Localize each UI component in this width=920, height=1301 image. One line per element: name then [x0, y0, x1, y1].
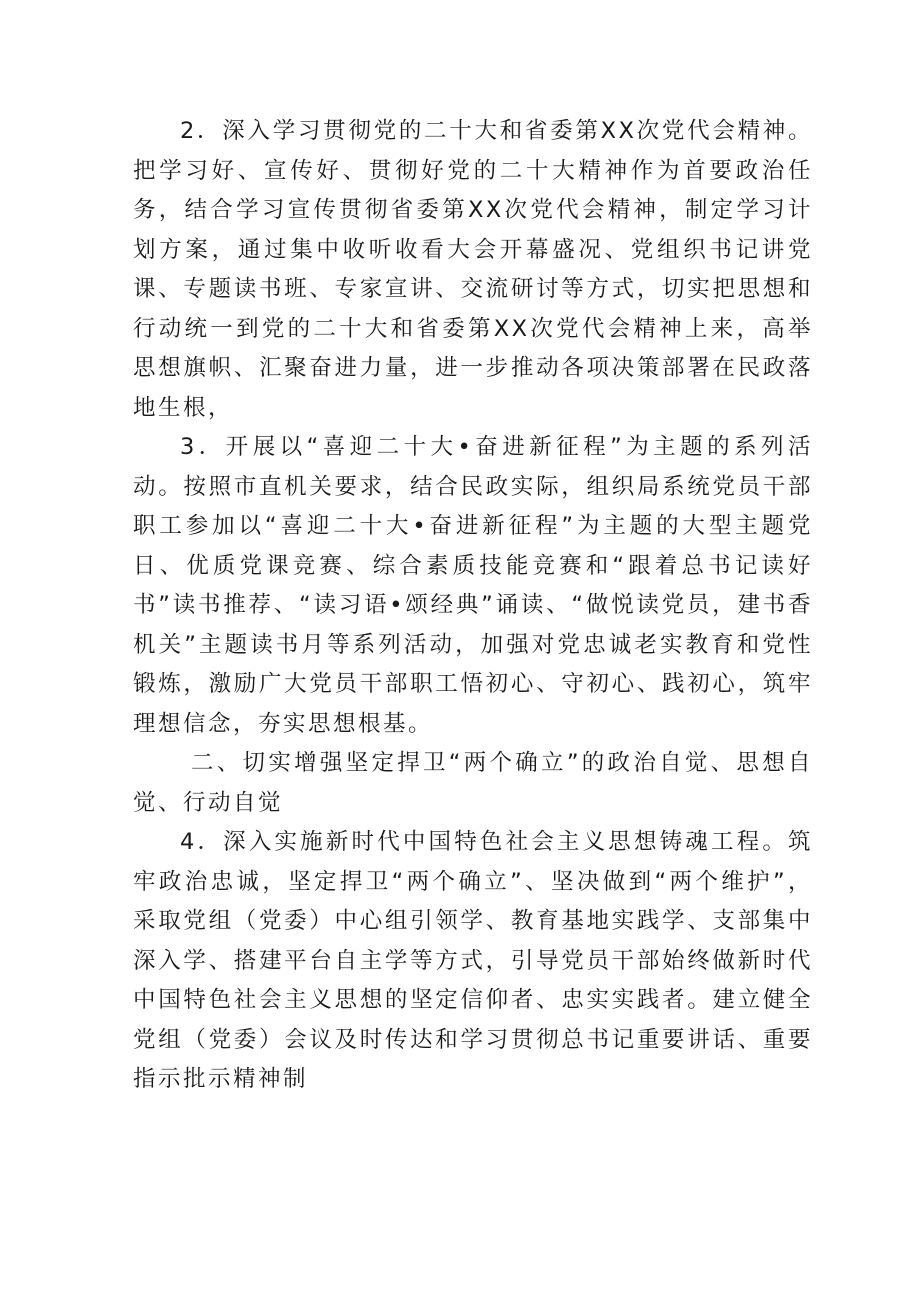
document-body [133, 112, 813, 1100]
paragraph-item-4: 4．深入实施新时代中国特色社会主义思想铸魂工程。筑牢政治忠诚，坚定捍卫“两个确立”、坚决做到“两个维护”，采取党组（党委）中心组引领学、教育基地实践学、支部集中深入学、搭建平台自主学等方式，引导党员干部始终做新时代中国特色社会主义思想的坚定信仰者、忠实实践者。建立健全党组（党委）会议及时传达和学习贯彻总书记重要讲话、重要指示批示精神制 [133, 829, 813, 1092]
paragraph-item-3: 3．开展以“喜迎二十大•奋进新征程”为主题的系列活动。按照市直机关要求，结合民政实际，组织局系统党员干部职工参加以“喜迎二十大•奋进新征程”为主题的大型主题党日、优质党课竞赛、综合素质技能竞赛和“跟着总书记读好书”读书推荐、“读习语•颂经典”诵读、“做悦读党员，建书香机关”主题读书月等系列活动，加强对党忠诚老实教育和党性锻炼，激励广大党员干部职工悟初心、守初心、践初心，筑牢理想信念，夯实思想根基。 [133, 434, 813, 737]
section-heading-2: 二、切实增强坚定捍卫“两个确立”的政治自觉、思想自觉、行动自觉 [133, 750, 813, 816]
paragraph-item-2: 2．深入学习贯彻党的二十大和省委第XX次党代会精神。把学习好、宣传好、贯彻好党的二十大精神作为首要政治任务，结合学习宣传贯彻省委第XX次党代会精神，制定学习计划方案，通过集中收听收看大会开幕盛况、党组织书记讲党课、专题读书班、专家宣讲、交流研讨等方式，切实把思想和行动统一到党的二十大和省委第XX次党代会精神上来，高举思想旗帜、汇聚奋进力量，进一步推动各项决策部署在民政落地生根， [133, 118, 813, 421]
